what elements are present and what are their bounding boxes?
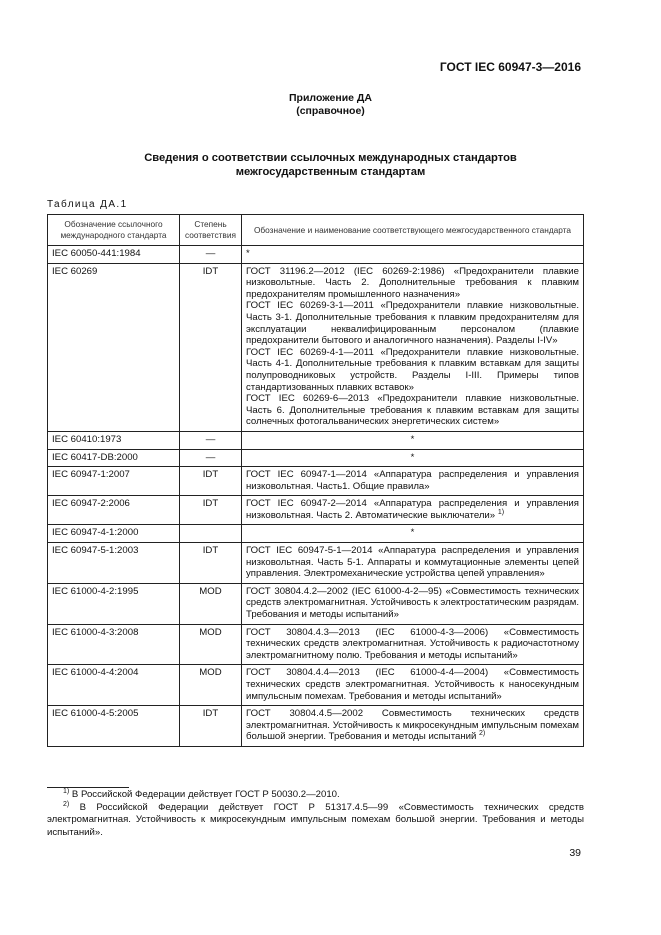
interstate-standard-cell <box>242 665 584 706</box>
footnote-reference: 1) <box>497 508 505 516</box>
reference-standard-cell: IEC 60417-DB:2000 <box>48 449 180 467</box>
section-title <box>0 151 661 179</box>
table-row <box>48 449 584 467</box>
footnotes <box>47 789 584 839</box>
standard-name <box>246 708 579 743</box>
standard-name-text: ГОСТ 30804.4.2—2002 (IEC 61000-4-2—95) «Совместимость технических средств электромагнитная. Устойчивость к электростатическим разрядам. Требования и методы испытаний» <box>246 585 579 621</box>
interstate-standard-cell <box>242 263 584 431</box>
footnote-mark: 1) <box>63 788 70 795</box>
degree-cell <box>180 525 242 543</box>
standard-name-text: * <box>410 433 415 445</box>
standard-name-text: ГОСТ IEC 60947-5-1—2014 «Аппаратура распределения и управления низковольтная. Часть 5-1. Аппараты и коммутационные элементы цепей управления. Электромеханические устройства цепей управления» <box>246 545 579 580</box>
section-title-line1: Сведения о соответствии ссылочных международных стандартов <box>144 152 517 164</box>
degree-cell: — <box>180 431 242 449</box>
reference-standard-cell: IEC 60947-1:2007 <box>48 467 180 496</box>
correspondence-table <box>47 214 584 747</box>
table-row <box>48 263 584 431</box>
standard-name <box>246 498 579 521</box>
standard-name-text: ГОСТ 30804.4.3—2013 (IEC 61000-4-3—2006) «Совместимость технических средств электромагнитная. Устойчивость к радиочастотному электромагнитному полю. Требования и методы испытаний» <box>246 626 579 661</box>
degree-cell: — <box>180 246 242 264</box>
interstate-standard-cell <box>242 449 584 467</box>
standard-name-text: * <box>246 248 250 259</box>
standard-name <box>246 248 250 259</box>
column-header-degree: Степень соответствия <box>180 215 242 246</box>
standard-name <box>246 300 579 346</box>
document-standard-header: ГОСТ IEC 60947-3—2016 <box>439 60 581 74</box>
interstate-standard-cell <box>242 525 584 543</box>
standard-name-text: ГОСТ IEC 60269-3-1—2011 «Предохранители плавкие низковольтные. Часть 3-1. Дополнительные требования к плавким предохранителям для эксплуатации неквалифицированным персоналом (плавкие предохранители бытового и аналогичного назначения). Разделы I-IV» <box>246 300 579 347</box>
reference-standard-cell: IEC 60947-4-1:2000 <box>48 525 180 543</box>
degree-cell: IDT <box>180 467 242 496</box>
table-row <box>48 624 584 665</box>
interstate-standard-cell <box>242 496 584 525</box>
interstate-standard-cell <box>242 543 584 584</box>
standard-name-text: * <box>410 527 415 539</box>
standard-name <box>246 347 579 393</box>
standard-name <box>246 469 579 492</box>
interstate-standard-cell <box>242 246 584 264</box>
table-row <box>48 543 584 584</box>
interstate-standard-cell <box>242 583 584 624</box>
footnote <box>47 802 584 840</box>
standard-name-text: ГОСТ 30804.4.4—2013 (IEC 61000-4-4—2004) «Совместимость технических средств электромагнитная. Устойчивость к наносекундным импульсным помехам. Требования и методы испытаний» <box>246 667 579 702</box>
reference-standard-cell: IEC 60269 <box>48 263 180 431</box>
reference-standard-cell: IEC 61000-4-3:2008 <box>48 624 180 665</box>
interstate-standard-cell <box>242 431 584 449</box>
degree-cell: IDT <box>180 543 242 584</box>
degree-cell: MOD <box>180 665 242 706</box>
section-title-line2: межгосударственным стандартам <box>235 166 426 178</box>
interstate-standard-cell <box>242 467 584 496</box>
annex-title: Приложение ДА <box>289 92 372 104</box>
degree-cell: IDT <box>180 496 242 525</box>
degree-cell: MOD <box>180 624 242 665</box>
table-row <box>48 525 584 543</box>
table-row <box>48 467 584 496</box>
table-header-row <box>48 215 584 246</box>
standard-name <box>246 266 579 301</box>
reference-standard-cell: IEC 60050-441:1984 <box>48 246 180 264</box>
standard-name <box>246 393 579 428</box>
standard-name-text: ГОСТ IEC 60947-1—2014 «Аппаратура распределения и управления низковольтная. Часть1. Общие правила» <box>246 469 579 492</box>
column-header-reference: Обозначение ссылочного международного стандарта <box>48 215 180 246</box>
column-header-interstate-standard: Обозначение и наименование соответствующего межгосударственного стандарта <box>242 215 584 246</box>
standard-name <box>246 627 579 662</box>
table-row <box>48 583 584 624</box>
degree-cell: IDT <box>180 706 242 747</box>
reference-standard-cell: IEC 60947-5-1:2003 <box>48 543 180 584</box>
annex-subtitle: (справочное) <box>296 105 365 117</box>
interstate-standard-cell <box>242 624 584 665</box>
table-row <box>48 496 584 525</box>
standard-name <box>246 586 579 621</box>
standard-name <box>411 434 415 445</box>
footnote-mark: 2) <box>63 800 70 808</box>
standard-name-text: ГОСТ 31196.2—2012 (IEC 60269-2:1986) «Предохранители плавкие низковольтные. Часть 2. Дополнительные требования к плавким предохранителям промышленного назначения» <box>246 265 579 300</box>
table-row <box>48 706 584 747</box>
table-row <box>48 431 584 449</box>
standard-name <box>411 452 415 463</box>
page-number: 39 <box>569 847 581 859</box>
reference-standard-cell: IEC 60947-2:2006 <box>48 496 180 525</box>
standard-name <box>246 545 579 580</box>
table-body <box>48 246 584 747</box>
standard-name-text: ГОСТ IEC 60947-2—2014 «Аппаратура распределения и управления низковольтная. Часть 2. Автоматические выключатели» <box>246 498 579 521</box>
reference-standard-cell: IEC 61000-4-5:2005 <box>48 706 180 747</box>
degree-cell: — <box>180 449 242 467</box>
table-row <box>48 246 584 264</box>
reference-standard-cell: IEC 61000-4-4:2004 <box>48 665 180 706</box>
standard-name <box>411 527 415 538</box>
standard-name-text: * <box>410 451 415 463</box>
footnote-divider <box>47 787 129 788</box>
standard-name-text: ГОСТ IEC 60269-6—2013 «Предохранители плавкие низковольтные. Часть 6. Дополнительные требования к плавким вставкам для защиты солнечных фотогальванических энергетических систем» <box>246 393 579 428</box>
reference-standard-cell: IEC 61000-4-2:1995 <box>48 583 180 624</box>
standard-name <box>246 667 579 702</box>
degree-cell: IDT <box>180 263 242 431</box>
standard-name-text: ГОСТ IEC 60269-4-1—2011 «Предохранители плавкие низковольтные. Часть 4-1. Дополнительные требования к плавким вставкам для защиты полупроводниковых устройств. Разделы I-III. Примеры типов стандартизованных плавких вставок» <box>246 346 579 393</box>
table-row <box>48 665 584 706</box>
degree-cell: MOD <box>180 583 242 624</box>
footnote-reference: 2) <box>479 730 486 738</box>
reference-standard-cell: IEC 60410:1973 <box>48 431 180 449</box>
footnote <box>47 789 584 802</box>
table-label: Таблица ДА.1 <box>47 199 128 210</box>
interstate-standard-cell <box>242 706 584 747</box>
footnote-text: В Российской Федерации действует ГОСТ Р 51317.4.5—99 «Совместимость технических средств электромагнитная. Устойчивость к микросекундным импульсным помехам большой энергии. Требования и методы испытаний». <box>47 801 584 838</box>
standard-name-text: ГОСТ 30804.4.5—2002 Совместимость технических средств электромагнитная. Устойчивость к микросекундным импульсным помехам большой энергии. Требования и методы испытаний <box>246 708 579 743</box>
annex-heading <box>0 92 661 118</box>
footnote-text: В Российской Федерации действует ГОСТ Р 50030.2—2010. <box>69 789 340 800</box>
